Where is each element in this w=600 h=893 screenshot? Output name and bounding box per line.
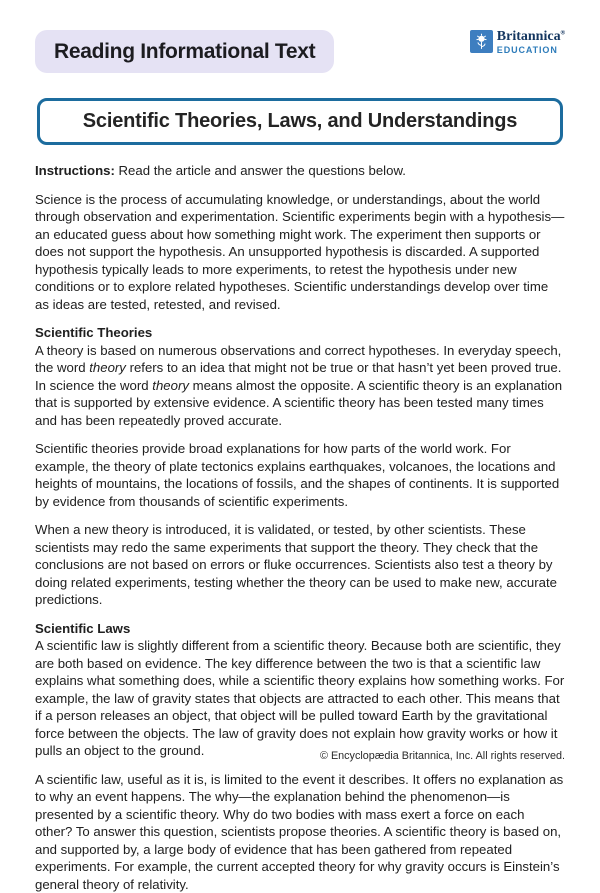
theories-paragraph-3: When a new theory is introduced, it is validated, or tested, by other scientists. These scientists may redo the same experiments that support the theory. They check that the conclusions are not based on errors or fluke occurrences. Scientists also test a theory by doing related experiments, testing whether the theory can be used to make new, accurate predictions. xyxy=(35,521,565,609)
text-segment: means almost the opposite. A scientific theory is an explanation that is supported by extensive evidence. A scientific theory has been tested many times and has been repeatedly proved accurate. xyxy=(35,378,562,428)
laws-paragraph-1: A scientific law is slightly different from a scientific theory. Because both are scientific, they are both based on evidence. The key difference between the two is that a scientific law explains what something does, while a scientific theory explains how something works. For example, the law of gravity states that objects are attracted to each other. This means that if a person releases an object, that object will be pulled toward Earth by the gravitational force between the objects. The law of gravity does not explain how gravity works or how it pulls an object to the ground. xyxy=(35,637,565,760)
logo-brand-name xyxy=(497,30,565,44)
page-title-badge: Reading Informational Text xyxy=(35,30,334,73)
section-heading-theories: Scientific Theories xyxy=(35,324,565,342)
article-body xyxy=(35,162,565,893)
text-segment: A theory is based on numerous observations and correct hypotheses. In everyday speech, the word xyxy=(35,343,561,376)
text-segment: refers to an idea that might not be true or that hasn’t yet been proved true. In science the word xyxy=(35,360,561,393)
logo-wordmark xyxy=(497,30,565,55)
britannica-education-logo xyxy=(470,30,565,55)
registered-mark: ® xyxy=(561,30,565,36)
theories-paragraph-1 xyxy=(35,342,565,430)
laws-paragraph-2: A scientific law, useful as it is, is limited to the event it describes. It offers no explanation as to why an event happens. The why—the explanation behind the phenomenon—is presented by a scientific theory. Why do two bodies with mass exert a force on each other? To answer this question, scientists propose theories. A scientific theory is based on, and supported by, a large body of evidence that has been gathered from repeated experiments. For example, the current accepted theory for why gravity occurs is Einstein’s general theory of relativity. xyxy=(35,771,565,893)
page-header xyxy=(35,30,565,73)
theories-paragraph-2: Scientific theories provide broad explanations for how parts of the world work. For example, the theory of plate tectonics explains earthquakes, volcanoes, the locations and heights of mountains, the locations of fossils, and the shapes of continents. It is supported by evidence from thousands of scientific experiments. xyxy=(35,440,565,510)
logo-brand-text: Britannica xyxy=(497,29,561,44)
italic-term-theory: theory xyxy=(89,360,126,375)
intro-paragraph: Science is the process of accumulating knowledge, or understandings, about the world through observation and experimentation. Scientific experiments begin with a hypothesis—an educated guess about how something might work. The experiment then supports or does not support the hypothesis. An unsupported hypothesis is discarded. A supported hypothesis typically leads to more experiments, to retest the hypothesis under new conditions or to explore related hypotheses. Scientific understandings develop over time as ideas are tested, retested, and revised. xyxy=(35,191,565,314)
worksheet-title: Scientific Theories, Laws, and Understandings xyxy=(50,109,550,133)
instructions-label: Instructions: xyxy=(35,163,115,178)
copyright-notice: © Encyclopædia Britannica, Inc. All rights reserved. xyxy=(320,750,565,762)
thistle-flower-icon xyxy=(470,30,493,53)
instructions-text: Read the article and answer the questions below. xyxy=(119,163,406,178)
section-heading-laws: Scientific Laws xyxy=(35,620,565,638)
italic-term-theory: theory xyxy=(152,378,189,393)
logo-division-name: EDUCATION xyxy=(497,46,565,55)
instructions-line xyxy=(35,162,565,180)
worksheet-title-box xyxy=(37,98,563,145)
